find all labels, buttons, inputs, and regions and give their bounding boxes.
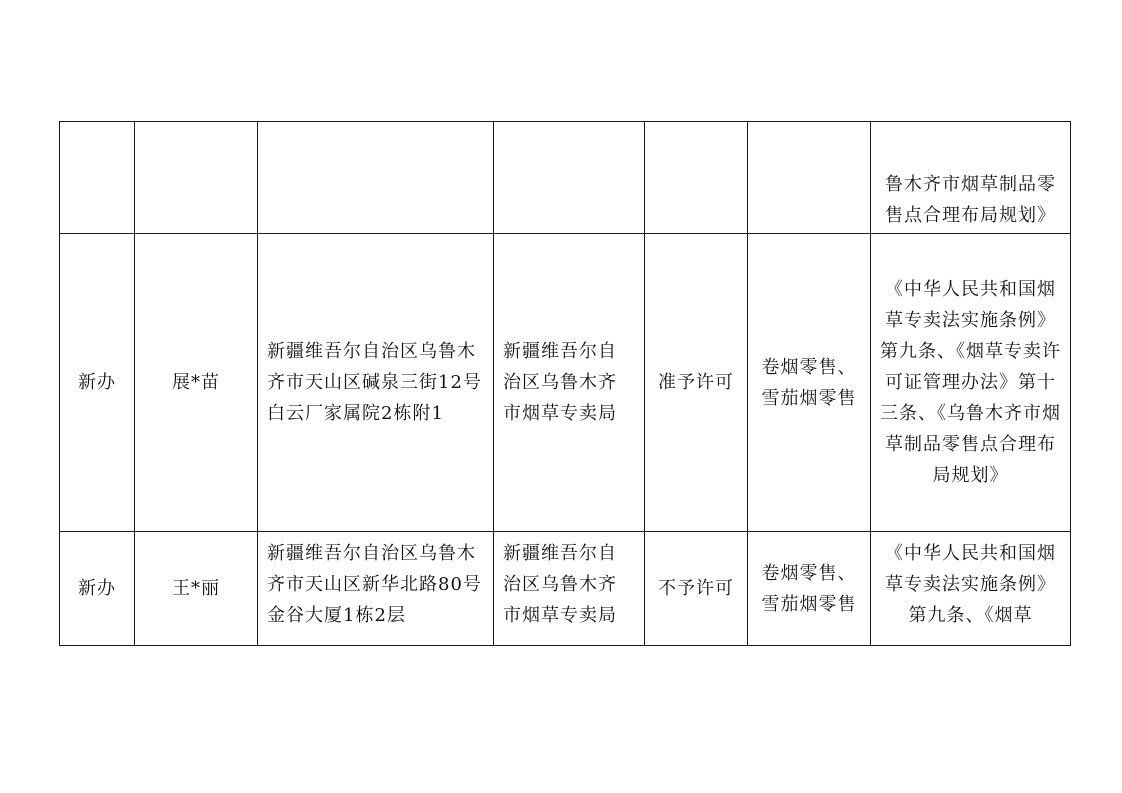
decision-text: 准予许可	[658, 372, 734, 393]
scope-cell	[748, 122, 871, 234]
table-row	[60, 122, 1071, 234]
name-cell	[135, 234, 258, 532]
authority-cell	[494, 122, 645, 234]
scope-text: 卷烟零售、雪茄烟零售	[761, 562, 857, 615]
scope-cell	[748, 234, 871, 532]
authority-text: 新疆维吾尔自治区乌鲁木齐市烟草专卖局	[503, 543, 617, 626]
type-text: 新办	[78, 578, 116, 599]
table-row	[60, 532, 1071, 646]
basis-cell	[871, 532, 1071, 646]
type-text: 新办	[78, 372, 116, 393]
basis-text: 《中华人民共和国烟草专卖法实施条例》第九条、《烟草	[885, 543, 1056, 626]
name-cell	[135, 122, 258, 234]
basis-cell	[871, 122, 1071, 234]
decision-cell	[645, 234, 748, 532]
decision-cell	[645, 122, 748, 234]
authority-cell	[494, 234, 645, 532]
basis-text: 鲁木齐市烟草制品零售点合理布局规划》	[885, 174, 1056, 226]
scope-text: 卷烟零售、雪茄烟零售	[761, 356, 857, 409]
scope-cell	[748, 532, 871, 646]
address-cell	[258, 532, 494, 646]
address-text: 新疆维吾尔自治区乌鲁木齐市天山区碱泉三街12号白云厂家属院2栋附1	[267, 341, 482, 424]
address-cell	[258, 234, 494, 532]
authority-cell	[494, 532, 645, 646]
type-cell	[60, 234, 135, 532]
type-cell	[60, 122, 135, 234]
basis-cell	[871, 234, 1071, 532]
address-cell	[258, 122, 494, 234]
name-cell	[135, 532, 258, 646]
license-table	[59, 121, 1071, 646]
table-row	[60, 234, 1071, 532]
name-text: 展*苗	[172, 372, 220, 393]
decision-text: 不予许可	[658, 578, 734, 599]
basis-text: 《中华人民共和国烟草专卖法实施条例》第九条、《烟草专卖许可证管理办法》第十三条、《乌鲁木齐市烟草制品零售点合理布局规划》	[880, 279, 1061, 486]
authority-text: 新疆维吾尔自治区乌鲁木齐市烟草专卖局	[503, 341, 617, 424]
decision-cell	[645, 532, 748, 646]
type-cell	[60, 532, 135, 646]
name-text: 王*丽	[172, 578, 220, 599]
address-text: 新疆维吾尔自治区乌鲁木齐市天山区新华北路80号金谷大厦1栋2层	[267, 543, 482, 626]
